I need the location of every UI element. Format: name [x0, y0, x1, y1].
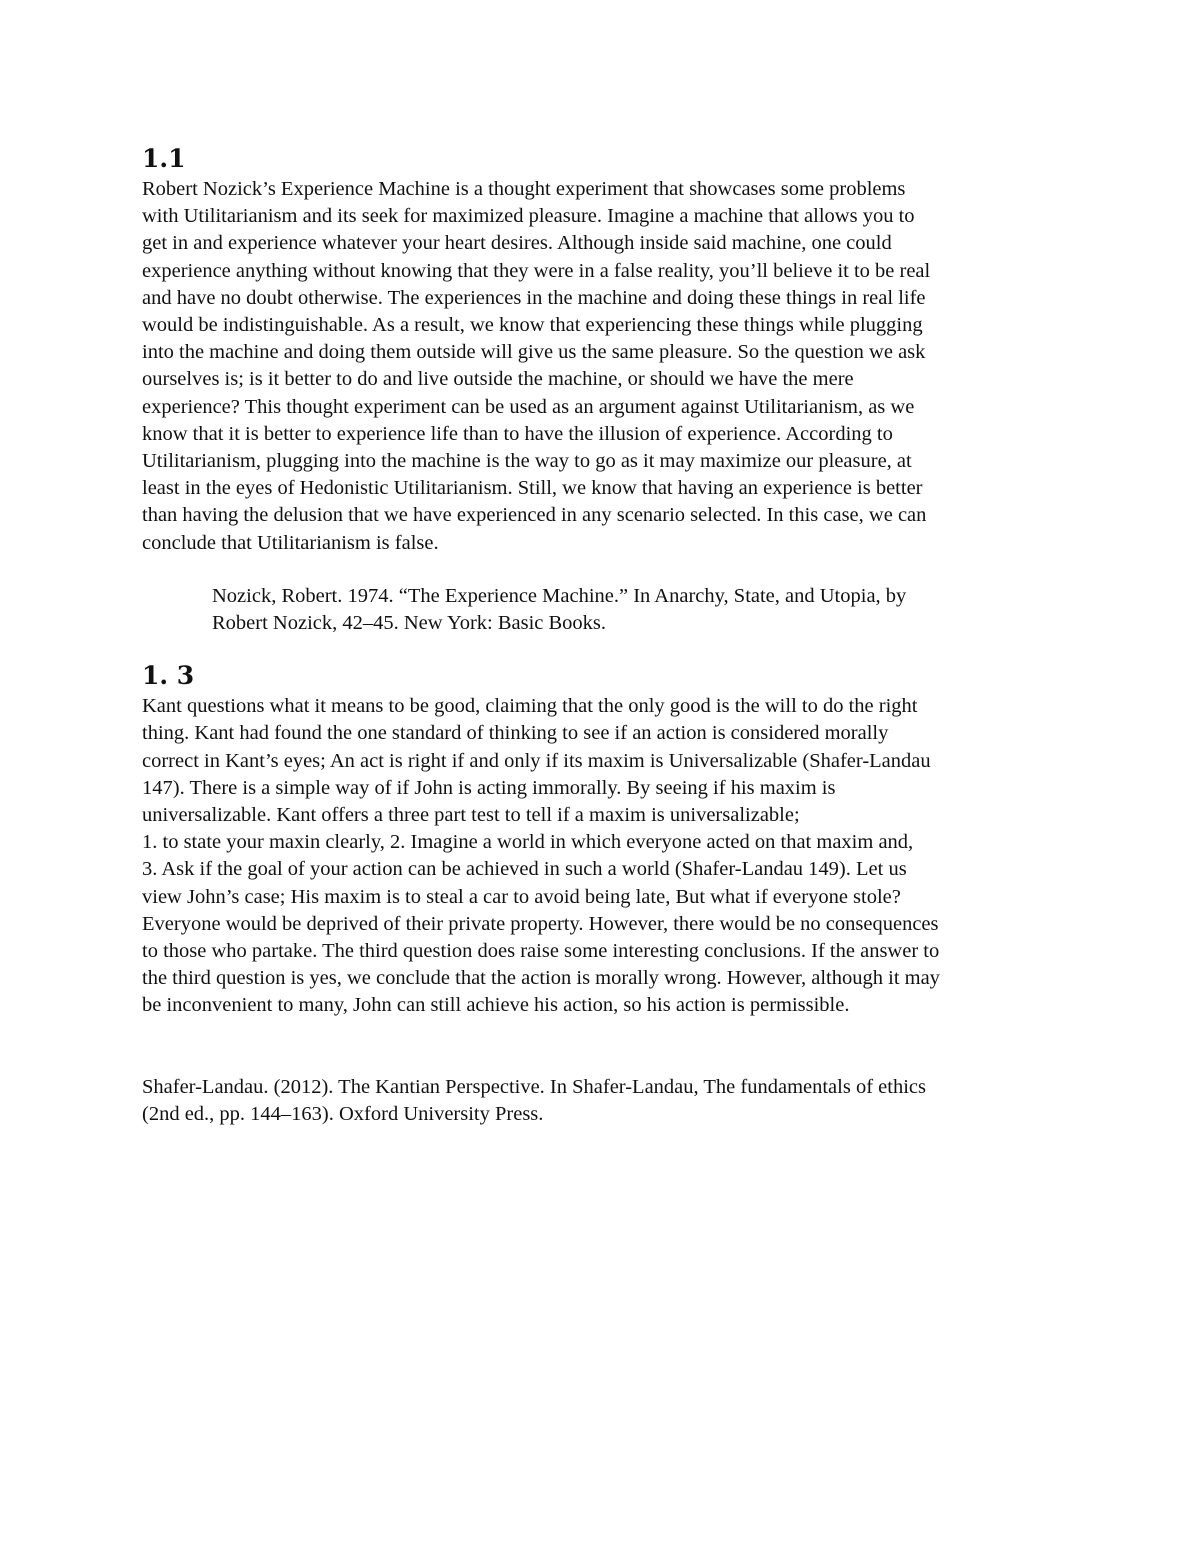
section-1-1-paragraph: Robert Nozick’s Experience Machine is a thought experiment that showcases some problems with Utilitarianism and its seek for maximized pleasure. Imagine a machine that allows you to get in and experience whatever your heart desires. Although inside said machine, one could experience anything without knowing that they were in a false reality, you’ll believe it to be real and have no doubt otherwise. The experiences in the machine and doing these things in real life would be indistinguishable. As a result, we know that experiencing these things while plugging into the machine and doing them outside will give us the same pleasure. So the question we ask ourselves is; is it better to do and live outside the machine, or should we have the mere experience? This thought experiment can be used as an argument against Utilitarianism, as we know that it is better to experience life than to have the illusion of experience. According to Utilitarianism, plugging into the machine is the way to go as it may maximize our pleasure, at least in the eyes of Hedonistic Utilitarianism. Still, we know that having an experience is better than having the delusion that we have experienced in any scenario selected. In this case, we can conclude that Utilitarianism is false. — [142, 178, 931, 554]
section-1-3-paragraph: Kant questions what it means to be good, claiming that the only good is the will to do the right thing. Kant had found the one standard of thinking to see if an action is considered morally correct in Kant’s eyes; An act is right if and only if its maxim is Universalizable (Shafer-Landau 147). There is a simple way of if John is acting immorally. By seeing if his maxim is universalizable. Kant offers a three part test to tell if a maxim is universalizable; 1. to state your maxin clearly, 2. Imagine a world in which everyone acted on that maxim and, 3. Ask if the goal of your action can be achieved in such a world (Shafer-Landau 149). Let us view John’s case; His maxim is to steal a car to avoid being late, But what if everyone stole? Everyone would be deprived of their private property. However, there would be no consequences to those who partake. The third question does raise some interesting conclusions. If the answer to the third question is yes, we conclude that the action is morally wrong. However, although it may be inconvenient to many, John can still achieve his action, so his action is permissible. — [142, 695, 940, 1017]
shafer-landau-reference: Shafer-Landau. (2012). The Kantian Perspective. In Shafer-Landau, The fundamentals of ethics (2nd ed., pp. 144–163). Oxford University Press. — [142, 1075, 926, 1125]
section-heading-1-1: 1.1 — [142, 144, 186, 173]
section-heading-1-3: 1. 3 — [142, 661, 195, 691]
nozick-citation: Nozick, Robert. 1974. “The Experience Machine.” In Anarchy, State, and Utopia, by Robert Nozick, 42–45. New York: Basic Books. — [212, 584, 907, 635]
